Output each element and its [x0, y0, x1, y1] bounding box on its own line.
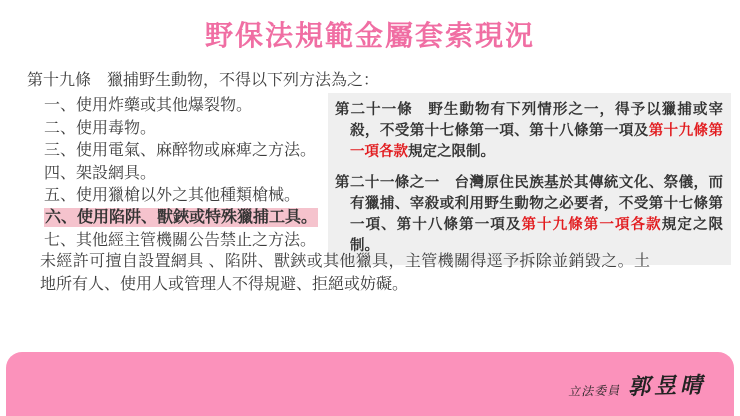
red-emphasis-text: 第十九條第一項各款	[350, 123, 723, 160]
signature-name: 郭昱晴	[627, 372, 707, 401]
list-item: 二、使用毒物。	[44, 119, 157, 137]
list-item-highlighted: 六、使用陷阱、獸鋏或特殊獵捕工具。	[45, 209, 318, 227]
article-21-paragraph	[335, 100, 723, 163]
signature	[568, 368, 707, 403]
article-19-item-list	[27, 95, 339, 252]
article-19-heading: 第十九條 獵捕野生動物，不得以下列方法為之：	[27, 72, 380, 89]
list-item: 五、使用獵槍以外之其他種類槍械。	[44, 187, 301, 205]
article-21-1-paragraph	[335, 173, 723, 257]
article-19-section	[27, 70, 380, 252]
list-item: 三、使用電氣、麻醉物或麻痺之方法。	[44, 142, 317, 160]
paragraph-text: 第二十一條 野生動物有下列情形之一，得予以獵捕或宰殺，不受第十七條第一項、第十八條第一項及	[335, 102, 723, 139]
page-title: 野保法規範金屬套索現況	[204, 20, 535, 51]
footer-bar	[6, 352, 734, 416]
paragraph-text: 規定之限制。	[408, 144, 495, 160]
red-emphasis-text: 第十九條第一項各款	[521, 217, 662, 233]
article-21-box	[328, 93, 731, 265]
list-item: 七、其他經主管機關公告禁止之方法。	[44, 231, 317, 249]
bottom-note: 未經許可擅自設置網具 、陷阱、獸鋏或其他獵具，主管機關得逕予拆除並銷毀之。土地所有人、使用人或管理人不得規避、拒絕或妨礙。	[40, 253, 650, 293]
list-item: 一、使用炸藥或其他爆裂物。	[44, 97, 253, 115]
paragraph-text: 第二十一條之一 台灣原住民族基於其傳統文化、祭儀，而有獵捕、宰殺或利用野生動物之必要者，不受第十七條第一項、第十八條第一項及	[335, 175, 723, 233]
list-item: 四、架設網具。	[44, 164, 157, 182]
paragraph-text: 規定之限制。	[350, 217, 724, 254]
signature-title: 立法委員	[567, 383, 621, 399]
